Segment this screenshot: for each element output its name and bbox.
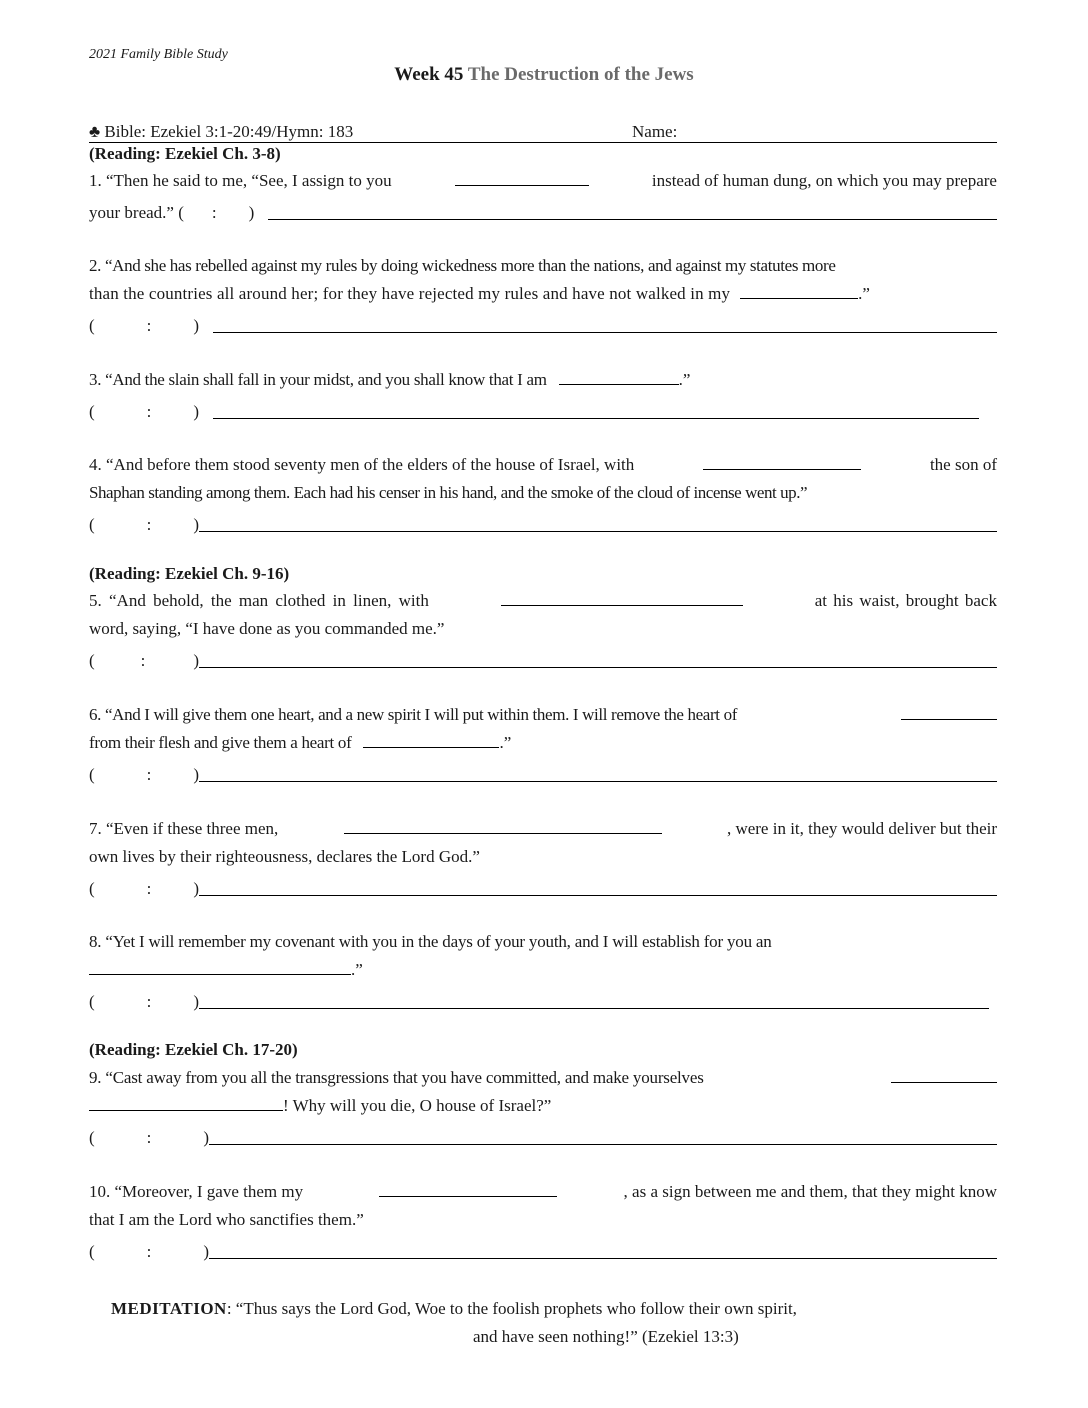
ref-colon: : — [146, 879, 152, 898]
week-title: The Destruction of the Jews — [467, 64, 694, 85]
ref-open: ( — [89, 879, 95, 898]
q10-text-a: 10. “Moreover, I gave them my — [89, 1182, 304, 1201]
bible-reference: ♣ Bible: Ezekiel 3:1-20:49/Hymn: 183 — [89, 122, 354, 141]
q3-text-a: 3. “And the slain shall fall in your midst, and you shall know that I am — [89, 370, 547, 389]
q8-text-b: .” — [351, 960, 363, 979]
question-7 — [89, 815, 997, 871]
series-header: 2021 Family Bible Study — [89, 47, 228, 62]
q6-text-a: 6. “And I will give them one heart, and a new spirit I will put within them. I will remove the heart of — [89, 705, 738, 724]
section-heading: (Reading: Ezekiel Ch. 3-8) — [89, 144, 281, 163]
ref-colon: : — [146, 316, 152, 335]
q1-text-b: instead of human dung, on which you may prepare — [651, 171, 997, 190]
q3-answer-line[interactable] — [213, 418, 979, 419]
question-6 — [89, 701, 997, 757]
q8-text-a: 8. “Yet I will remember my covenant with you in the days of your youth, and I will establish for you an — [89, 932, 772, 951]
q9-blank-1[interactable] — [891, 1064, 997, 1083]
q4-text-b: the son of — [929, 455, 997, 474]
ref-colon: : — [211, 203, 217, 222]
ref-open: ( — [89, 651, 95, 670]
q5-answer-line[interactable] — [199, 667, 997, 668]
ref-colon: : — [146, 1242, 152, 1261]
q2-text-b: than the countries all around her; for they have rejected my rules and have not walked in my — [89, 284, 731, 303]
q10-text-b: , as a sign between me and them, that they might know — [623, 1182, 997, 1201]
ref-open: ( — [89, 515, 95, 534]
q10-blank[interactable] — [379, 1178, 557, 1197]
q6-blank-1[interactable] — [901, 701, 997, 720]
q4-answer-line[interactable] — [199, 531, 997, 532]
q9-text-a: 9. “Cast away from you all the transgressions that you have committed, and make yourselves — [89, 1068, 704, 1087]
ref-open: ( — [89, 402, 95, 421]
ref-close: ) — [203, 1242, 210, 1261]
q4-blank[interactable] — [703, 451, 861, 470]
page-title — [0, 64, 1088, 86]
q1-text-a: 1. “Then he said to me, “See, I assign to you — [89, 171, 392, 190]
ref-open: ( — [89, 1242, 95, 1261]
q8-blank[interactable] — [89, 956, 351, 975]
ref-colon: : — [140, 651, 146, 670]
ref-close: ) — [193, 402, 200, 421]
q3-reference-line — [89, 394, 979, 422]
question-1 — [89, 167, 997, 195]
q1-text-c: your bread.” ( — [89, 203, 184, 222]
ref-colon: : — [146, 402, 152, 421]
ref-close: ) — [203, 1128, 210, 1147]
q7-blank[interactable] — [344, 815, 662, 834]
ref-close: ) — [193, 765, 200, 784]
ref-open: ( — [89, 316, 95, 335]
ref-close: ) — [193, 515, 200, 534]
q5-reference-line — [89, 643, 997, 671]
question-5 — [89, 587, 997, 643]
q2-text-c: .” — [858, 284, 870, 303]
q2-reference-line — [89, 308, 997, 336]
q2-text-a: 2. “And she has rebelled against my rules by doing wickedness more than the nations, and against my statutes more — [89, 256, 836, 275]
meditation — [89, 1295, 997, 1351]
ref-open: ( — [89, 765, 95, 784]
ref-close: ) — [193, 879, 200, 898]
q7-text-a: 7. “Even if these three men, — [89, 819, 279, 838]
q6-text-c: .” — [499, 733, 512, 752]
q4-text-c: Shaphan standing among them. Each had his censer in his hand, and the smoke of the cloud of incense went up.” — [89, 483, 808, 502]
q5-blank[interactable] — [501, 587, 743, 606]
name-label: Name: — [632, 122, 678, 141]
q5-text-c: word, saying, “I have done as you commanded me.” — [89, 619, 445, 638]
ref-open: ( — [89, 992, 95, 1011]
q2-answer-line[interactable] — [213, 332, 997, 333]
q3-text-b: .” — [678, 370, 691, 389]
q8-reference-line — [89, 984, 989, 1012]
q5-text-a: 5. “And behold, the man clothed in linen, with — [89, 591, 429, 610]
section-heading: (Reading: Ezekiel Ch. 17-20) — [89, 1040, 298, 1059]
q4-reference-line — [89, 507, 997, 535]
q1-blank[interactable] — [455, 167, 589, 186]
ref-open: ( — [89, 1128, 95, 1147]
question-4 — [89, 451, 997, 507]
q7-reference-line — [89, 871, 997, 899]
ref-colon: : — [146, 992, 152, 1011]
q7-text-c: own lives by their righteousness, declares the Lord God.” — [89, 847, 480, 866]
question-8 — [89, 928, 997, 984]
ref-close: ) — [193, 992, 200, 1011]
q6-text-b: from their flesh and give them a heart of — [89, 733, 352, 752]
meditation-line-1: : “Thus says the Lord God, Woe to the foolish prophets who follow their own spirit, — [226, 1299, 797, 1318]
q9-reference-line — [89, 1120, 997, 1148]
q9-answer-line[interactable] — [209, 1144, 997, 1145]
q10-answer-line[interactable] — [209, 1258, 997, 1259]
q9-text-b: ! Why will you die, O house of Israel?” — [283, 1096, 552, 1115]
q10-text-c: that I am the Lord who sanctifies them.” — [89, 1210, 364, 1229]
q1-reference-line — [89, 195, 997, 223]
q3-blank[interactable] — [559, 366, 679, 385]
meditation-label: MEDITATION — [111, 1299, 227, 1318]
question-9 — [89, 1064, 997, 1120]
ref-colon: : — [146, 1128, 152, 1147]
question-2 — [89, 252, 997, 308]
ref-close: ) — [193, 651, 200, 670]
week-number: Week 45 — [394, 64, 464, 85]
q8-answer-line[interactable] — [199, 1008, 989, 1009]
q1-answer-line[interactable] — [268, 219, 997, 220]
ref-colon: : — [146, 515, 152, 534]
section-heading: (Reading: Ezekiel Ch. 9-16) — [89, 564, 290, 583]
q6-answer-line[interactable] — [199, 781, 997, 782]
q10-reference-line — [89, 1234, 997, 1262]
q5-text-b: at his waist, brought back — [814, 591, 997, 610]
ref-colon: : — [146, 765, 152, 784]
q2-blank[interactable] — [740, 280, 858, 299]
q6-blank-2[interactable] — [363, 729, 499, 748]
q7-text-b: , were in it, they would deliver but their — [726, 819, 997, 838]
ref-close: ) — [193, 316, 200, 335]
ref-close: ) — [248, 203, 255, 222]
q6-reference-line — [89, 757, 997, 785]
q7-answer-line[interactable] — [199, 895, 997, 896]
info-line — [89, 122, 997, 143]
meditation-line-2: and have seen nothing!” (Ezekiel 13:3) — [473, 1327, 739, 1346]
question-10 — [89, 1178, 997, 1234]
q9-blank-2[interactable] — [89, 1092, 283, 1111]
q4-text-a: 4. “And before them stood seventy men of the elders of the house of Israel, with — [89, 455, 635, 474]
question-3 — [89, 366, 997, 394]
